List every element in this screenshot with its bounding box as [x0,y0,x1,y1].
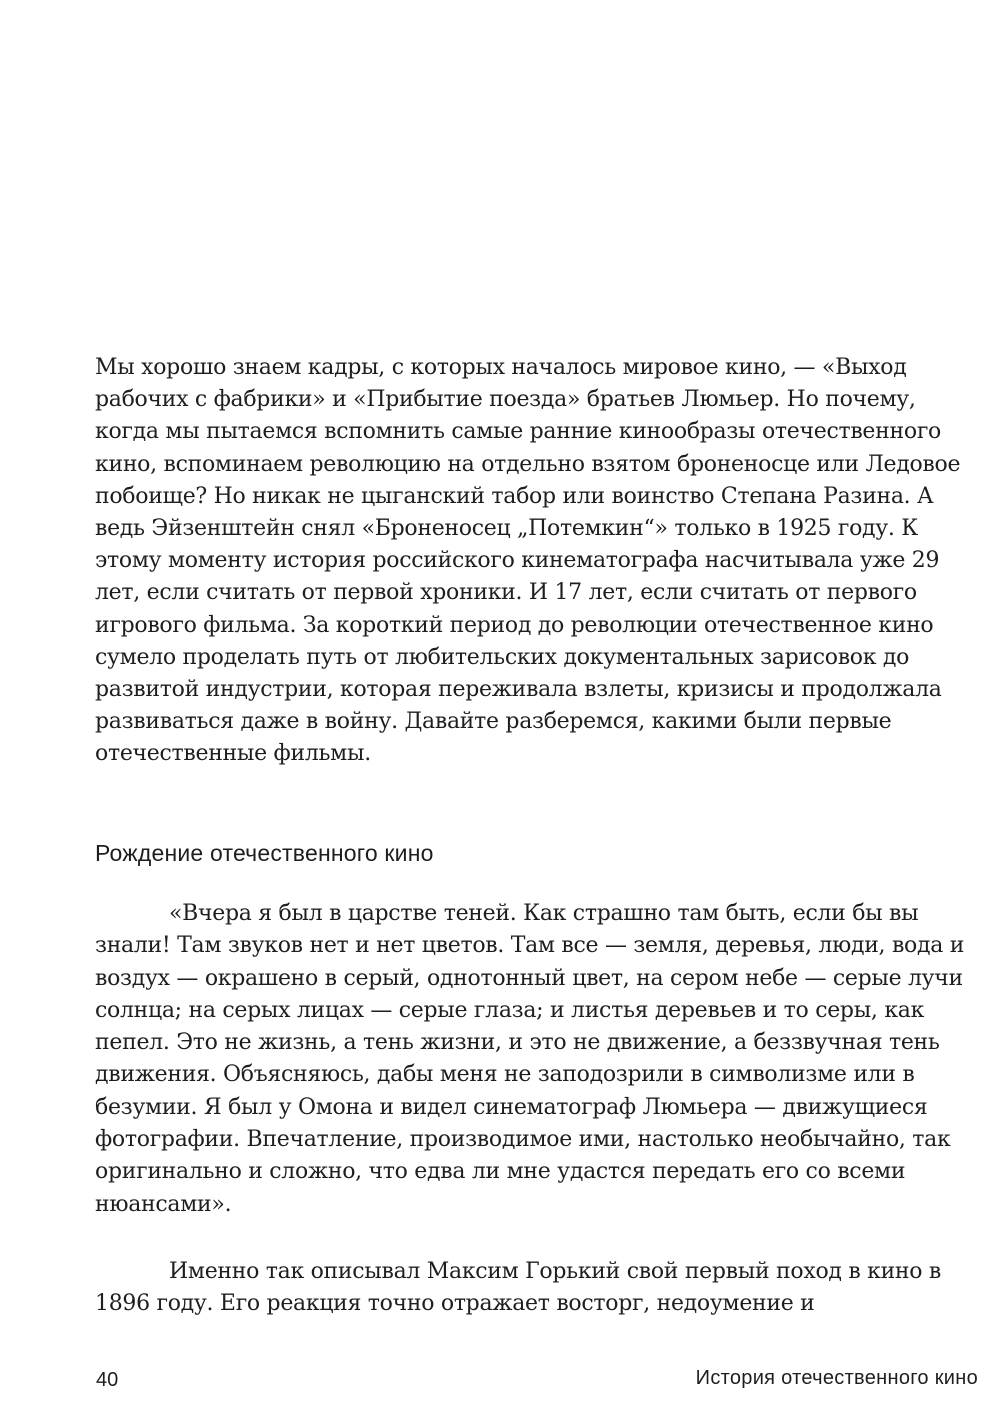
running-title: История отечественного кино [695,1367,978,1389]
body-paragraph: Именно так описывал Максим Горький свой первый поход в кино в 1896 году. Его реакция точно отражает восторг, недоумение и [95,1259,942,1317]
page-number: 40 [96,1369,119,1391]
gorky-quote-paragraph: «Вчера я был в царстве теней. Как страшно там быть, если бы вы знали! Там звуков нет и нет цветов. Там все — земля, деревья, люди, вода и воздух — окрашено в серый, однотонный цвет, на сером небе — серые лучи солнца; на серых лицах — серые глаза; и листья деревьев и то серы, как пепел. Это не жизнь, а тень жизни, и это не движение, а беззвучная тень движения. Объясняюсь, дабы меня не заподозрили в символизме или в безумии. Я был у Омона и видел синематограф Люмьера — движущиеся фотографии. Впечатление, производимое ими, настолько необычайно, так оригинально и сложно, что едва ли мне удастся передать его со всеми нюансами». [95,901,965,1217]
section-heading: Рождение отечественного кино [95,840,434,866]
intro-paragraph: Мы хорошо знаем кадры, с которых началось мировое кино, — «Выход рабочих с фабрики» и «Прибытие поезда» братьев Люмьер. Но почему, когда мы пытаемся вспомнить самые ранние кинообразы отечественного кино, вспоминаем революцию на отдельно взятом броненосце или Ледовое побоище? Но никак не цыганский табор или воинство Степана Разина. А ведь Эйзенштейн снял «Броненосец „Потемкин“» только в 1925 году. К этому моменту история российского кинематографа насчитывала уже 29 лет, если считать от первой хроники. И 17 лет, если считать от первого игрового фильма. За короткий период до революции отечественное кино сумело проделать путь от любительских документальных зарисовок до развитой индустрии, которая переживала взлеты, кризисы и продолжала развиваться даже в войну. Давайте разберемся, какими были первые отечественные фильмы. [95,355,961,767]
